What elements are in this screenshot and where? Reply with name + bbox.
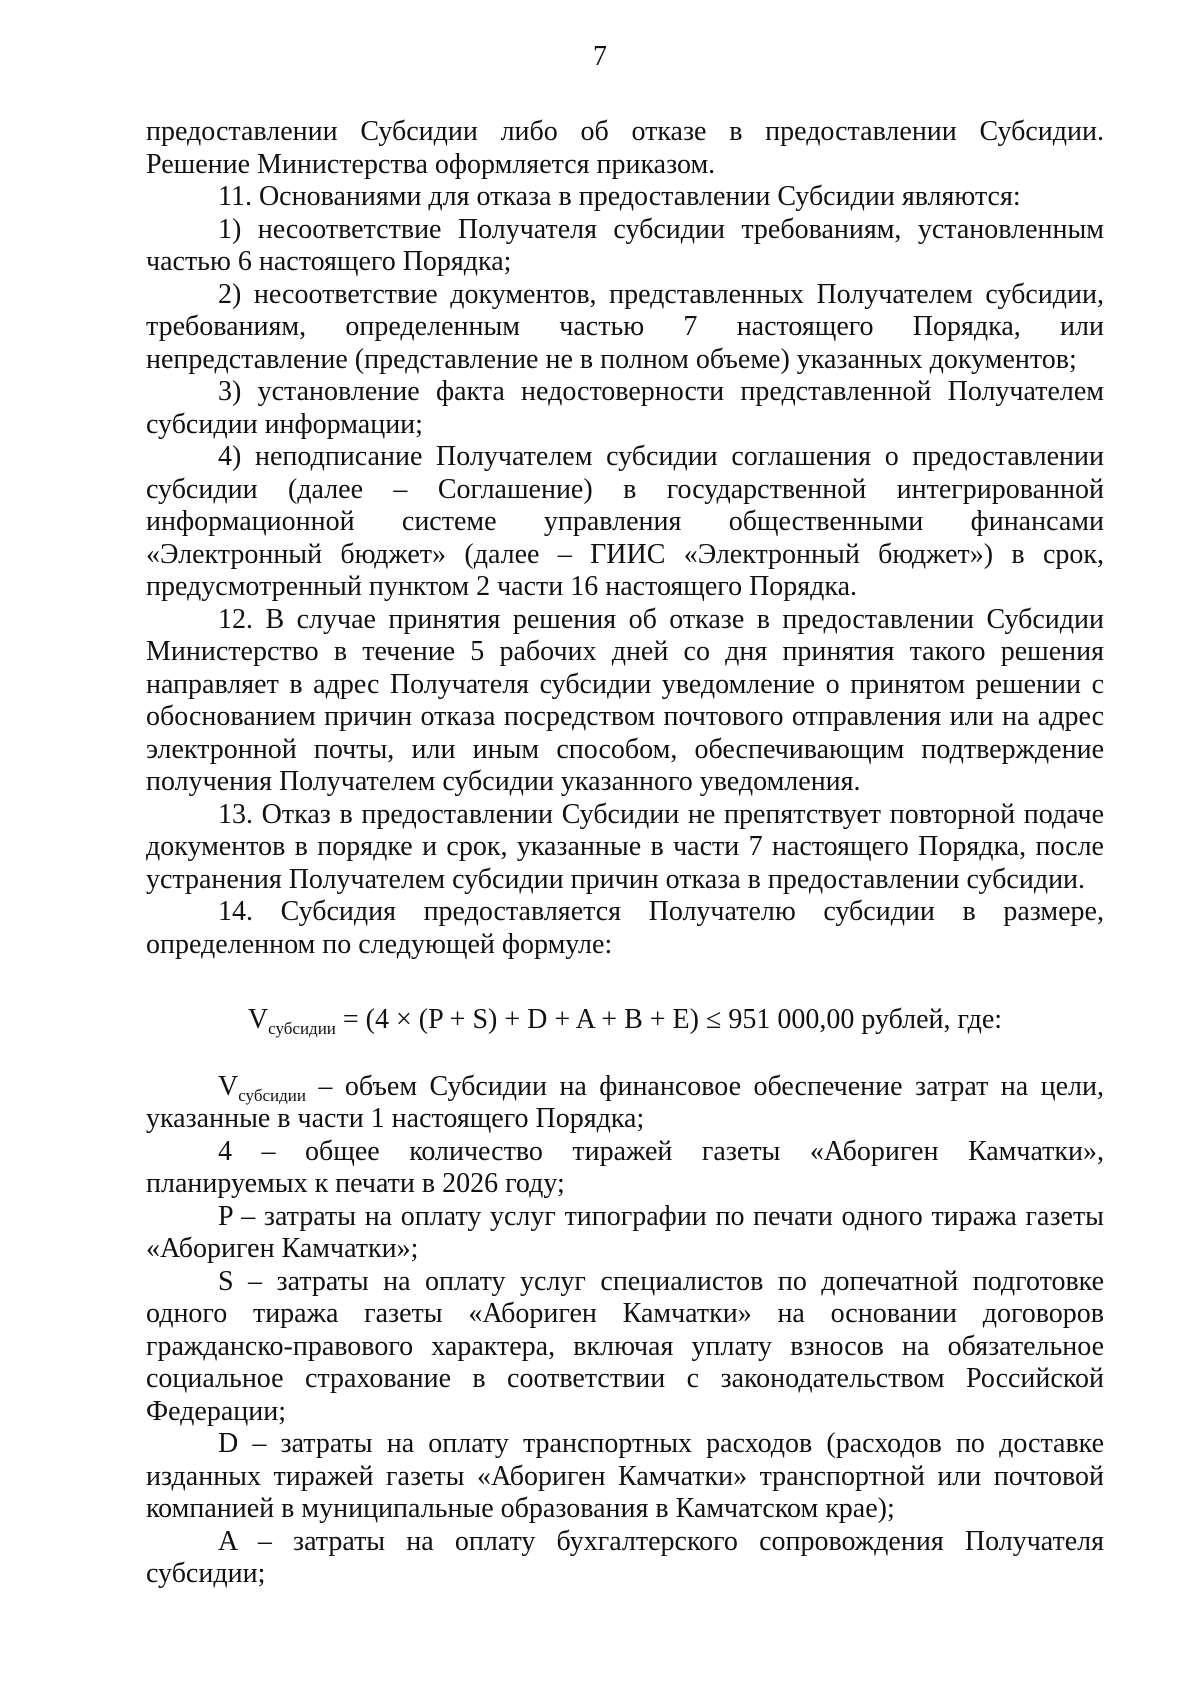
definition-v-subsidy bbox=[146, 1071, 1104, 1136]
definition-term: P bbox=[218, 1200, 233, 1232]
formula-subscript: субсидии bbox=[268, 1019, 336, 1038]
paragraph-11: 11. Основаниями для отказа в предоставлении Субсидии являются: bbox=[218, 181, 1021, 212]
definition-text: – затраты на оплату услуг специалистов по допечатной подготовке одного тиража газеты «Абориген Камчатки» на основании договоров гражданско-правового характера, включая уплату взносов на обязательное социальное страхование в соответствии с законодательством Российской Федерации; bbox=[146, 1265, 1104, 1427]
definition-term-subscript: субсидии bbox=[238, 1085, 306, 1105]
definition-term: D bbox=[218, 1428, 239, 1459]
paragraph-continuation: предоставлении Субсидии либо об отказе в предоставлении Субсидии. Решение Министерства оформляется приказом. bbox=[146, 116, 1104, 180]
paragraph-12: 12. В случае принятия решения об отказе в предоставлении Субсидии Министерство в течение 5 рабочих дней со дня принятия такого решения направляет в адрес Получателя субсидии уведомление о принятом решении с обоснованием причин отказа посредством почтового отправления или на адрес электронной почты, или иным способом, обеспечивающим подтверждение получения Получателем субсидии указанного уведомления. bbox=[146, 603, 1104, 797]
formula-expression: = (4 × (P + S) + D + A + B + E) ≤ 951 000,00 рублей, где: bbox=[335, 1004, 1003, 1035]
formula-variable: V bbox=[247, 1004, 269, 1035]
list-item-3: 3) установление факта недостоверности представленной Получателем субсидии информации; bbox=[146, 376, 1104, 440]
definition-a bbox=[146, 1526, 1104, 1591]
definition-text: – затраты на оплату услуг типографии по печати одного тиража газеты «Абориген Камчатки»; bbox=[146, 1200, 1104, 1264]
definition-term: A bbox=[218, 1525, 237, 1557]
definition-text: – объем Субсидии на финансовое обеспечение затрат на цели, указанные в части 1 настоящего Порядка; bbox=[146, 1070, 1104, 1134]
definition-term: S bbox=[218, 1265, 234, 1297]
definition-term: 4 bbox=[218, 1135, 232, 1167]
document-body bbox=[146, 116, 1104, 1591]
subsidy-formula bbox=[146, 1004, 1104, 1037]
list-item-4: 4) неподписание Получателем субсидии соглашения о предоставлении субсидии (далее – Соглашение) в государственной интегрированной информационной системе управления общественными финансами «Электронный бюджет» (далее – ГИИС «Электронный бюджет») в срок, предусмотренный пунктом 2 части 16 настоящего Порядка. bbox=[146, 441, 1104, 602]
list-item-2: 2) несоответствие документов, представленных Получателем субсидии, требованиям, определенным частью 7 настоящего Порядка, или непредставление (представление не в полном объеме) указанных документов; bbox=[146, 278, 1104, 375]
list-item-1: 1) несоответствие Получателя субсидии требованиям, установленным частью 6 настоящего Порядка; bbox=[146, 213, 1104, 277]
definition-4 bbox=[146, 1136, 1104, 1201]
definition-s bbox=[146, 1266, 1104, 1429]
paragraph-13: 13. Отказ в предоставлении Субсидии не препятствует повторной подаче документов в порядке и срок, указанные в части 7 настоящего Порядка, после устранения Получателем субсидии причин отказа в предоставлении субсидии. bbox=[146, 798, 1104, 895]
definition-text: – затраты на оплату транспортных расходов (расходов по доставке изданных тиражей газеты «Абориген Камчатки» транспортной или почтовой компанией в муниципальные образования в Камчатском крае); bbox=[146, 1428, 1104, 1524]
definition-text: – общее количество тиражей газеты «Абориген Камчатки», планируемых к печати в 2026 году; bbox=[146, 1135, 1104, 1199]
definition-p bbox=[146, 1201, 1104, 1266]
definition-text: – затраты на оплату бухгалтерского сопровождения Получателя субсидии; bbox=[146, 1525, 1104, 1589]
definition-term: V bbox=[218, 1070, 239, 1102]
paragraph-14: 14. Субсидия предоставляется Получателю субсидии в размере, определенном по следующей формуле: bbox=[146, 896, 1104, 960]
page-number: 7 bbox=[593, 41, 607, 72]
definition-d bbox=[146, 1428, 1104, 1526]
